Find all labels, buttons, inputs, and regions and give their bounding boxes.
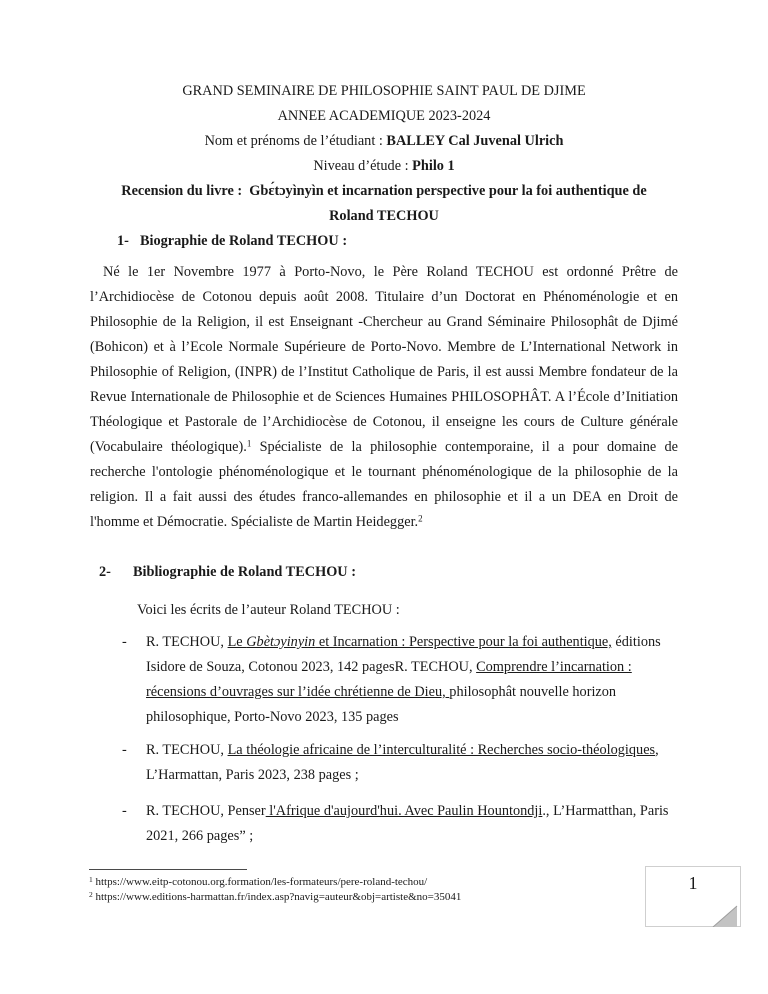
document-title-line1: Recension du livre : Gbɛ́tɔyìnyìn et incarnation perspective pour la foi authentique de	[121, 183, 647, 199]
bibliography-item-text: R. TECHOU, Le Gbètɔyinyin et Incarnation : Perspective pour la foi authentique, éditions Isidore de Souza, Cotonou 2023, 142 pagesR. TECHOU, Comprendre l’incarnation : récensions d’ouvrages sur l’idée chrétienne de Dieu, philosophât nouvelle horizon philosophique, Porto-Novo 2023, 135 pages	[146, 634, 661, 725]
footnote-url: https://www.eitp-cotonou.org.formation/les-formateurs/pere-roland-techou/	[95, 876, 428, 888]
bibliography-item	[90, 738, 678, 788]
biography-paragraph: Né le 1er Novembre 1977 à Porto-Novo, le Père Roland TECHOU est ordonné Prêtre de l’Archidiocèse de Cotonou depuis août 2008. Titulaire d’un Doctorat en Phénoménologie et en Philosophie de la Religion, il est Enseignant -Chercheur au Grand Séminaire Philosophât de Djimé (Bohicon) et à l’Ecole Normale Supérieure de Porto-Novo. Membre de L’International Network in Philosophie of Religion, (INPR) de l’Institut Catholique de Paris, il est aussi Membre fondateur de la Revue Internationale de Philosophie et de Sciences Humaines PHILOSOPHÂT. A l’École d’Initiation Théologique et Pastorale de l’Archidiocèse de Cotonou, il enseigne les cours de Culture générale (Vocabulaire théologique).$^1$ Spécialiste de la philosophie contemporaine, il a pour domaine de recherche l'ontologie phénoménologique et le tournant phénoménologique de la philosophie de la religion. Il a fait aussi des études franco-allemandes en philosophie et il a un DEA en Droit de l'homme et Démocratie. Spécialiste de Martin Heidegger.$^2$	[90, 264, 678, 530]
section-number: 1-	[117, 233, 129, 249]
student-line	[90, 129, 678, 154]
section-title: Bibliographie de Roland TECHOU :	[133, 564, 356, 580]
student-label: Nom et prénoms de l’étudiant :	[204, 133, 387, 149]
footnote-1	[89, 875, 629, 890]
document-header	[90, 79, 678, 179]
bullet-dash: -	[122, 803, 127, 819]
bullet-dash: -	[122, 742, 127, 758]
bibliography-item-text: R. TECHOU, La théologie africaine de l’interculturalité : Recherches socio-théologiques, L’Harmattan, Paris 2023, 238 pages ;	[146, 742, 659, 783]
page-number: 1	[688, 873, 698, 893]
footnote-url: https://www.editions-harmattan.fr/index.asp?navig=auteur&obj=artiste&no=35041	[95, 891, 462, 903]
bibliography-item-text: R. TECHOU, Penser l'Afrique d'aujourd'hui. Avec Paulin Hountondji., L’Harmatthan, Paris 2021, 266 pages” ;	[146, 803, 669, 844]
footnote-separator	[89, 869, 247, 870]
section-title: Biographie de Roland TECHOU :	[140, 233, 348, 249]
footnote-marker: 1	[89, 875, 93, 884]
bibliography-item	[90, 799, 678, 849]
section-heading-bibliography	[99, 560, 678, 585]
bullet-dash: -	[122, 634, 127, 650]
bibliography-intro: Voici les écrits de l’auteur Roland TECHOU :	[137, 602, 400, 618]
level-value: Philo 1	[412, 158, 455, 174]
footnotes-area	[89, 869, 629, 905]
folded-corner-icon	[712, 904, 738, 927]
section-number: 2-	[99, 564, 111, 580]
bibliography-item	[90, 630, 678, 730]
footnote-2	[89, 890, 629, 905]
page-number-box	[645, 866, 741, 927]
institution-line: GRAND SEMINAIRE DE PHILOSOPHIE SAINT PAUL DE DJIME	[182, 83, 586, 99]
document-title	[68, 179, 700, 229]
academic-year-line: ANNEE ACADEMIQUE 2023-2024	[277, 108, 491, 124]
document-title-line2: Roland TECHOU	[329, 208, 439, 224]
footnote-marker: 2	[89, 890, 93, 899]
level-label: Niveau d’étude :	[313, 158, 413, 174]
student-name: BALLEY Cal Juvenal Ulrich	[386, 133, 564, 149]
level-line	[90, 154, 678, 179]
section-heading-biography	[117, 229, 678, 254]
